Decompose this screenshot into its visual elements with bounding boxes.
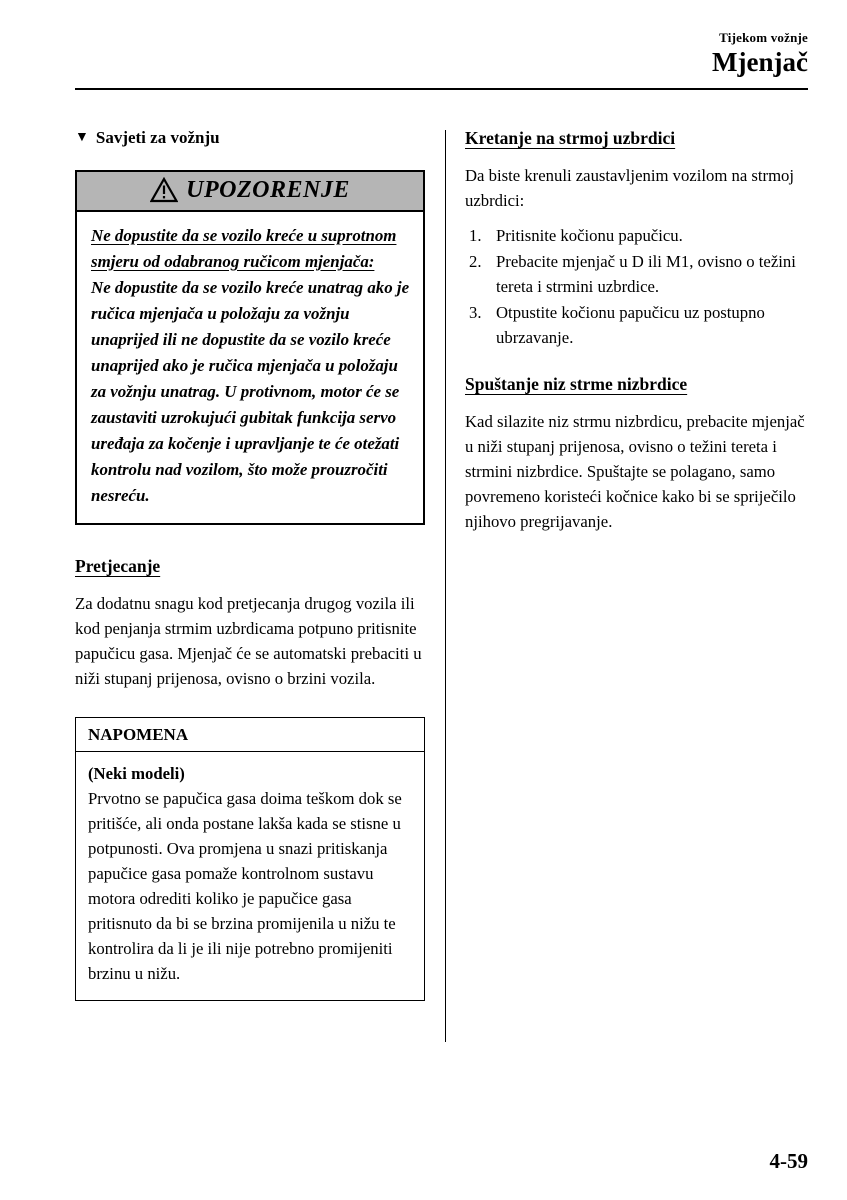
warning-body-text: Ne dopustite da se vozilo kreće unatrag ako je ručica mjenjača u položaju za vožnju unaprijed ili ne dopustite da se vozilo kreće unaprijed ako je ručica mjenjača u položaju za vožnju unatrag. U protivnom, motor će se zaustaviti uzrokujući gubitak funkcija servo uređaja za kočenje i upravljanje te će otežati kontrolu nad vozilom, što može prouzročiti nesreću. <box>91 277 410 505</box>
warning-box <box>75 170 425 525</box>
column-divider <box>445 130 446 1042</box>
downhill-paragraph: Kad silazite niz strmu nizbrdicu, prebacite mjenjač u niži stupanj prijenosa, ovisno o težini tereta i strmini nizbrdice. Spuštajte se polagano, samo povremeno koristeći kočnice kako bi se spriječilo njihovo pregrijavanje. <box>465 411 805 531</box>
page-number: 4-59 <box>769 1149 808 1173</box>
two-column-layout <box>75 128 808 1042</box>
step-number: 2. <box>469 251 482 271</box>
warning-body <box>77 212 423 523</box>
list-item <box>465 300 808 350</box>
note-title: NAPOMENA <box>76 718 424 752</box>
step-text: Otpustite kočionu papučicu uz postupno ubrzavanje. <box>496 302 765 347</box>
note-body <box>76 752 424 1000</box>
warning-title: UPOZORENJE <box>186 176 350 203</box>
note-subtitle: (Neki modeli) <box>88 763 185 783</box>
warning-icon <box>150 177 178 203</box>
warning-box-header <box>77 172 423 212</box>
overtaking-paragraph: Za dodatnu snagu kod pretjecanja drugog vozila ili kod penjanja strmim uzbrdicama potpuno pritisnite papučicu gasa. Mjenjač će se automatski prebaciti u niži stupanj prijenosa, ovisno o brzini vozila. <box>75 593 422 688</box>
note-body-text: Prvotno se papučica gasa doima teškom dok se pritišće, ali onda postane lakša kada se stisne u potpunosti. Ova promjena u snazi pritiskanja papučice gasa pomaže kontrolnom sustavu motora odrediti koliko je papučice gasa pritisnuto da bi se brzina promijenila u nižu te kontrolira da li je ili nije potrebno promijeniti brzinu u nižu. <box>88 788 402 983</box>
step-number: 3. <box>469 302 482 322</box>
header-section-label: Tijekom vožnje <box>719 30 808 45</box>
header-rule <box>75 88 808 90</box>
uphill-start-intro: Da biste krenuli zaustavljenim vozilom na strmoj uzbrdici: <box>465 165 795 210</box>
warning-lead-text: Ne dopustite da se vozilo kreće u suprotnom smjeru od odabranog ručicom mjenjača: <box>91 225 397 271</box>
step-number: 1. <box>469 225 482 245</box>
page-header <box>75 30 808 90</box>
triangle-marker-icon: ▼ <box>75 129 89 145</box>
note-box <box>75 717 425 1001</box>
step-text: Prebacite mjenjač u D ili M1, ovisno o težini tereta i strmini uzbrdice. <box>496 251 796 296</box>
overtaking-heading: Pretjecanje <box>75 555 161 576</box>
left-column <box>75 128 425 1001</box>
driving-tips-heading-label: Savjeti za vožnju <box>95 127 220 147</box>
page-title: Mjenjač <box>712 47 808 77</box>
downhill-heading: Spuštanje niz strme nizbrdice <box>465 373 688 394</box>
list-item <box>465 223 808 248</box>
step-text: Pritisnite kočionu papučicu. <box>496 225 683 245</box>
uphill-start-steps <box>465 223 808 350</box>
right-column <box>465 128 808 534</box>
list-item <box>465 249 808 299</box>
driving-tips-heading <box>75 128 425 148</box>
uphill-start-heading: Kretanje na strmoj uzbrdici <box>465 127 676 148</box>
